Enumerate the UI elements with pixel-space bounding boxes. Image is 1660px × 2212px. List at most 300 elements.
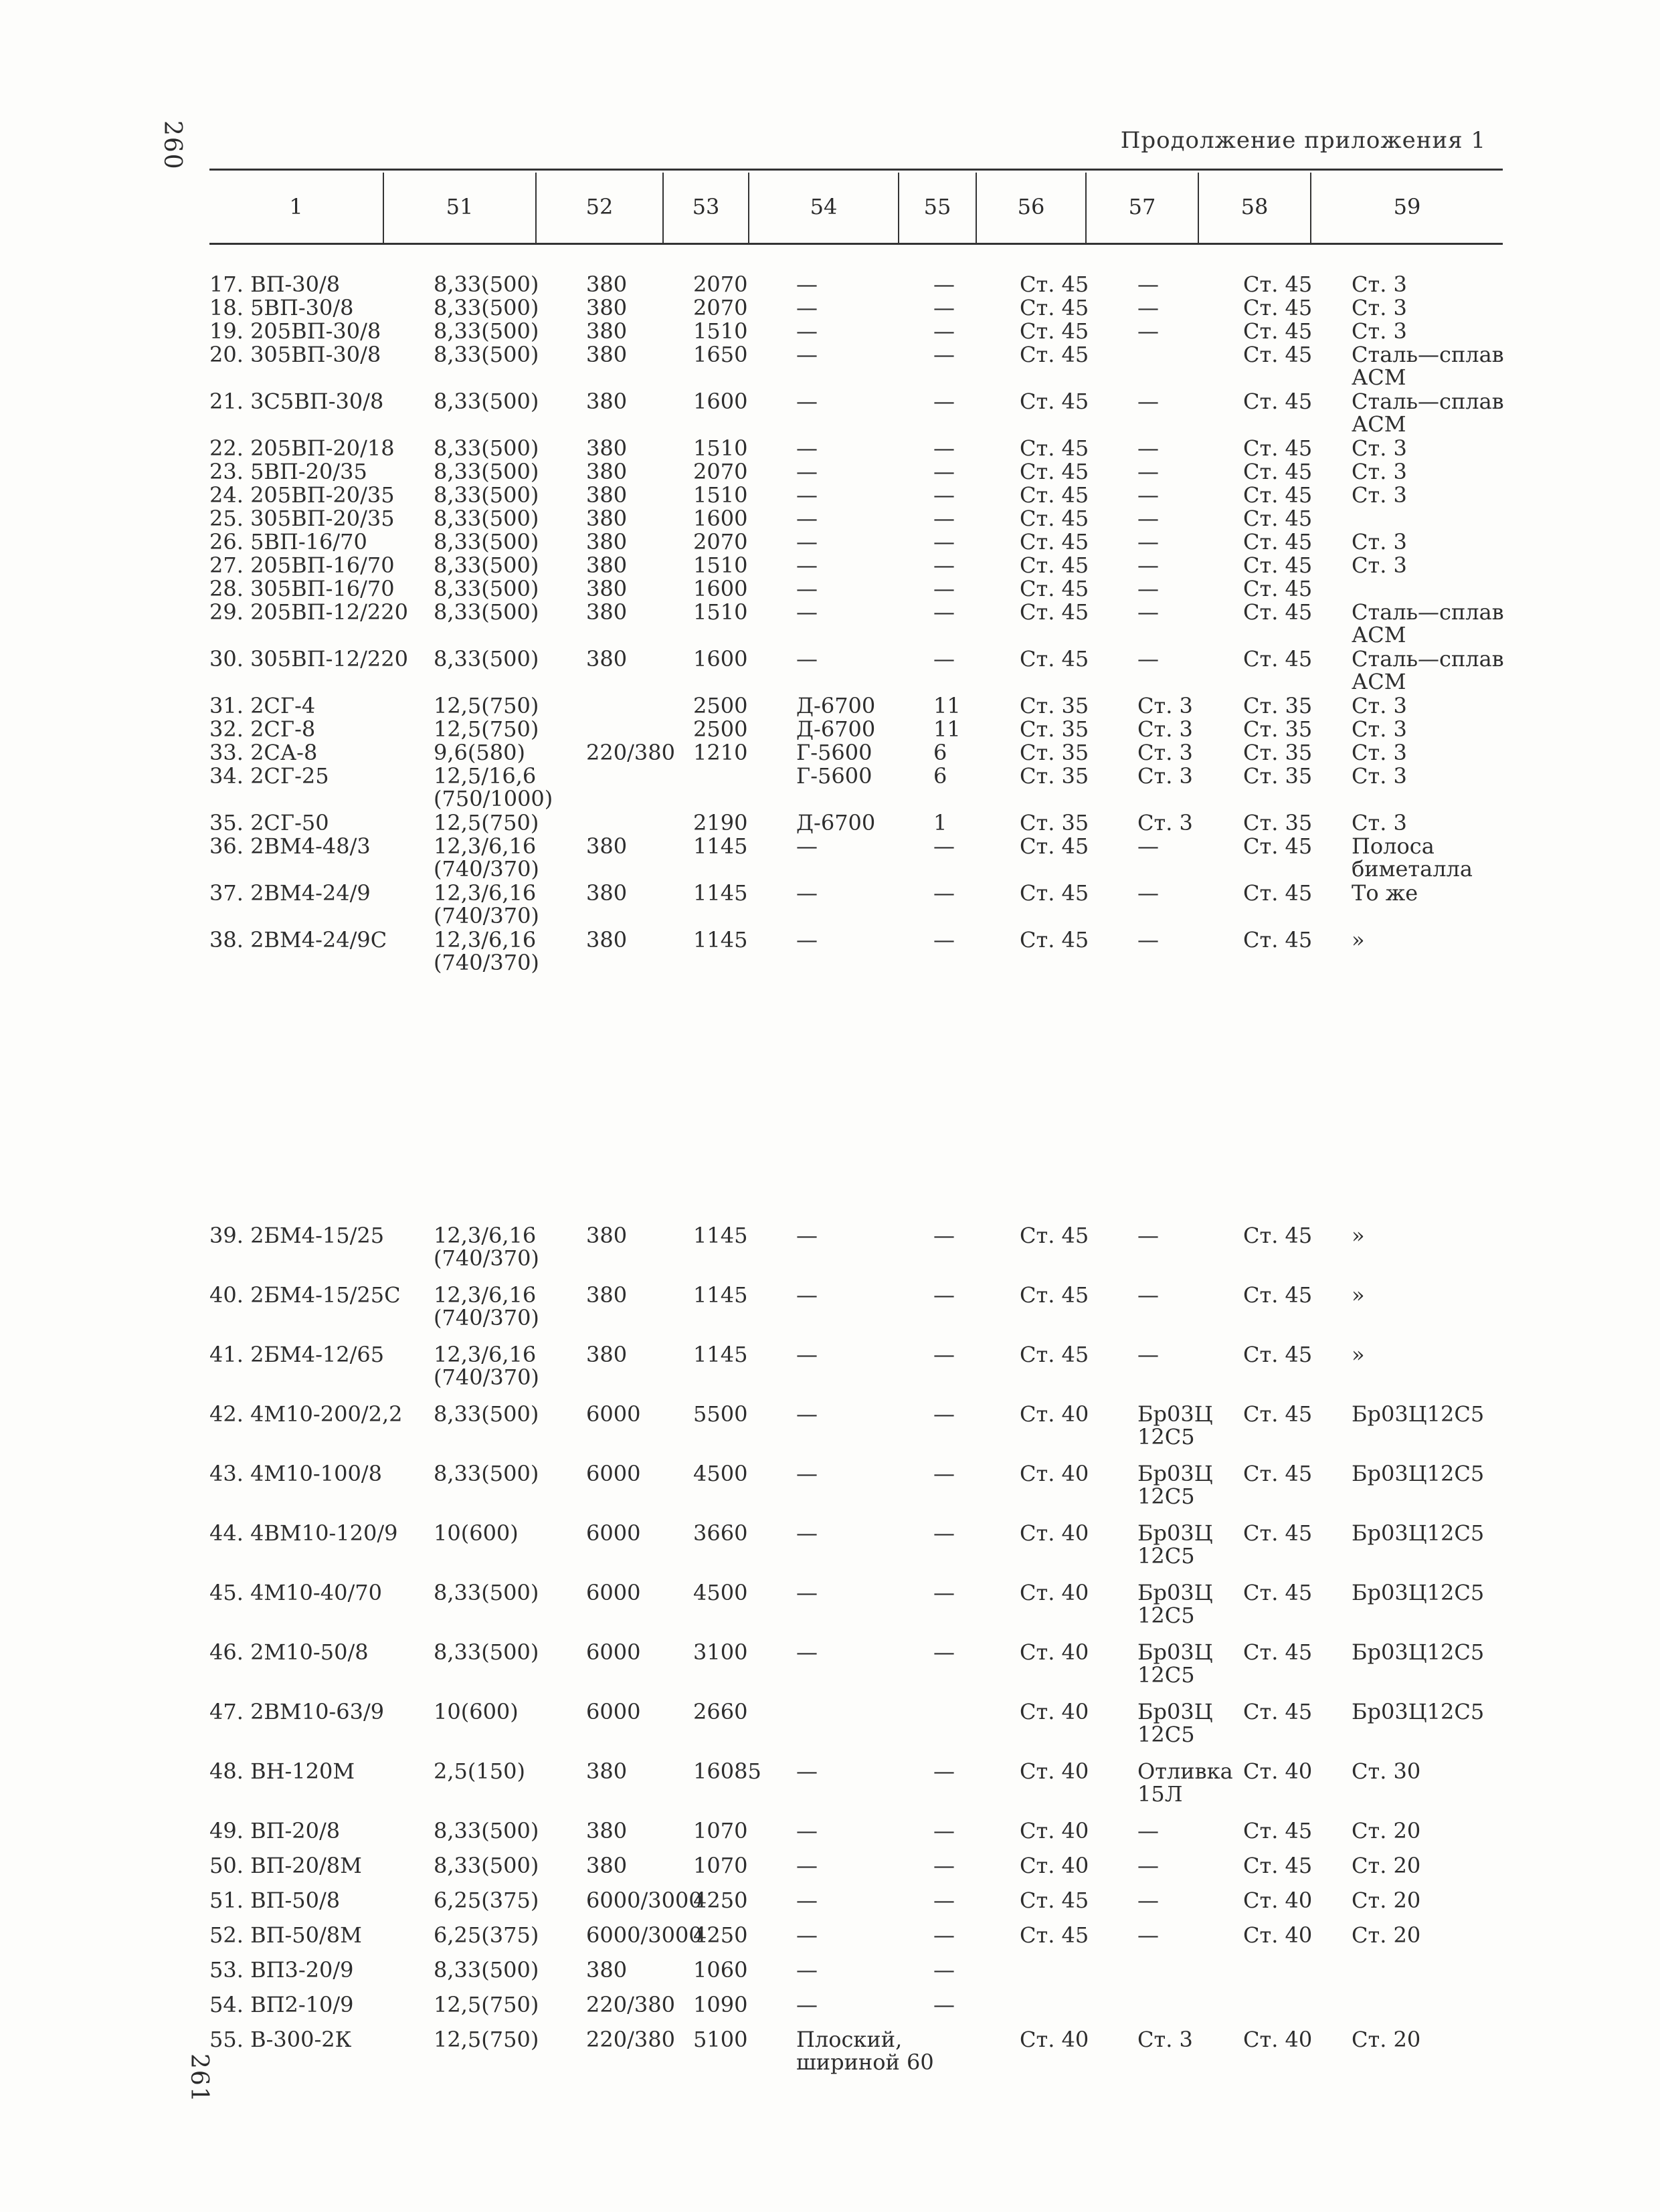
cell-col-53: 1070 (693, 1853, 748, 1878)
cell-col-55: 6 (933, 763, 947, 789)
cell-row-name: 32. 2СГ-8 (209, 716, 316, 742)
cell-col-55: — (933, 482, 955, 508)
cell-col-53: 3100 (693, 1639, 748, 1665)
cell-col-53: 1600 (693, 646, 748, 672)
cell-col-52: 6000 (586, 1639, 641, 1665)
cell-col-59: Ст. 20 (1352, 1853, 1421, 1878)
cell-row-name: 55. В-300-2К (209, 2027, 352, 2052)
cell-row-name: 20. 305ВП-30/8 (209, 342, 381, 367)
cell-col-57: — (1137, 1922, 1159, 1948)
cell-row-name: 17. ВП-30/8 (209, 272, 341, 297)
cell-row-name: 41. 2БМ4-12/65 (209, 1342, 385, 1367)
cell-col-55: — (933, 576, 955, 601)
cell-col-57: — (1137, 272, 1159, 297)
cell-col-55: — (933, 506, 955, 531)
cell-col-53: 3660 (693, 1520, 748, 1546)
cell-col-55: — (933, 1758, 955, 1784)
header-rule-bottom (209, 243, 1503, 245)
cell-col-51: 8,33(500) (434, 506, 539, 531)
cell-col-51: 12,5(750) (434, 2027, 539, 2052)
cell-col-58: Ст. 45 (1243, 1520, 1313, 1546)
cell-col-59: Сталь—сплав АСМ (1352, 389, 1504, 437)
cell-row-name: 37. 2ВМ4-24/9 (209, 880, 371, 906)
cell-col-51: 8,33(500) (434, 318, 539, 344)
cell-col-53: 1650 (693, 342, 748, 367)
cell-col-57: — (1137, 318, 1159, 344)
cell-col-57: Бр03Ц 12С5 (1137, 1401, 1213, 1449)
cell-col-53: 2070 (693, 272, 748, 297)
cell-col-54: Г-5600 (796, 763, 872, 789)
cell-col-56: Ст. 35 (1020, 810, 1089, 835)
cell-col-54: — (796, 1342, 818, 1367)
cell-col-56: Ст. 40 (1020, 1758, 1089, 1784)
cell-col-58: Ст. 45 (1243, 576, 1313, 601)
cell-col-57: Ст. 3 (1137, 763, 1193, 789)
cell-col-58: Ст. 45 (1243, 506, 1313, 531)
cell-col-58: Ст. 35 (1243, 810, 1313, 835)
cell-col-55: — (933, 927, 955, 952)
cell-col-54: — (796, 1818, 818, 1843)
cell-col-52: 220/380 (586, 740, 675, 765)
cell-col-52: 6000 (586, 1580, 641, 1605)
cell-col-56: Ст. 35 (1020, 693, 1089, 718)
cell-col-52: 380 (586, 646, 628, 672)
cell-col-53: 2070 (693, 529, 748, 555)
cell-col-58: Ст. 45 (1243, 1223, 1313, 1248)
cell-col-51: 8,33(500) (434, 1853, 539, 1878)
cell-col-56: Ст. 45 (1020, 482, 1089, 508)
cell-col-51: 12,5(750) (434, 716, 539, 742)
cell-col-55: 1 (933, 810, 947, 835)
col-header-53: 53 (692, 194, 720, 219)
cell-col-55: — (933, 1401, 955, 1427)
cell-col-58: Ст. 35 (1243, 763, 1313, 789)
cell-col-51: 8,33(500) (434, 1401, 539, 1427)
cell-col-51: 6,25(375) (434, 1922, 539, 1948)
cell-row-name: 24. 205ВП-20/35 (209, 482, 395, 508)
cell-row-name: 22. 205ВП-20/18 (209, 435, 395, 461)
cell-col-59: » (1352, 927, 1365, 952)
cell-col-56: Ст. 45 (1020, 576, 1089, 601)
cell-row-name: 38. 2ВМ4-24/9С (209, 927, 387, 952)
cell-col-59: Сталь—сплав АСМ (1352, 599, 1504, 647)
cell-col-54: — (796, 295, 818, 320)
cell-row-name: 48. ВН-120М (209, 1758, 355, 1784)
cell-col-58: Ст. 45 (1243, 272, 1313, 297)
cell-col-52: 380 (586, 1853, 628, 1878)
cell-col-57: Ст. 3 (1137, 693, 1193, 718)
cell-col-56: Ст. 45 (1020, 1223, 1089, 1248)
cell-row-name: 51. ВП-50/8 (209, 1888, 341, 1913)
cell-col-54: — (796, 1758, 818, 1784)
cell-col-52: 380 (586, 599, 628, 625)
cell-col-55: — (933, 318, 955, 344)
cell-col-52: 6000 (586, 1520, 641, 1546)
cell-col-56: Ст. 40 (1020, 1818, 1089, 1843)
cell-col-54: — (796, 506, 818, 531)
cell-col-55: 11 (933, 716, 961, 742)
cell-row-name: 47. 2ВМ10-63/9 (209, 1699, 385, 1724)
cell-col-56: Ст. 45 (1020, 646, 1089, 672)
cell-col-54: Д-6700 (796, 810, 876, 835)
cell-row-name: 23. 5ВП-20/35 (209, 459, 367, 484)
cell-col-52: 220/380 (586, 1992, 675, 2017)
cell-col-55: — (933, 435, 955, 461)
cell-col-51: 12,3/6,16 (740/370) (434, 1282, 539, 1330)
cell-col-54: — (796, 1922, 818, 1948)
cell-col-56: Ст. 40 (1020, 1853, 1089, 1878)
cell-col-54: — (796, 1888, 818, 1913)
cell-col-52: 380 (586, 295, 628, 320)
cell-col-54: — (796, 459, 818, 484)
cell-col-57: — (1137, 435, 1159, 461)
cell-col-53: 1145 (693, 927, 748, 952)
cell-col-53: 2660 (693, 1699, 748, 1724)
cell-col-54: — (796, 927, 818, 952)
page-heading: Продолжение приложения 1 (1120, 127, 1486, 154)
cell-col-58: Ст. 40 (1243, 1922, 1313, 1948)
cell-col-59: Ст. 3 (1352, 763, 1407, 789)
cell-col-56: Ст. 40 (1020, 1401, 1089, 1427)
col-header-54: 54 (810, 194, 838, 219)
cell-col-59: Ст. 3 (1352, 810, 1407, 835)
cell-col-54: — (796, 1520, 818, 1546)
cell-col-58: Ст. 45 (1243, 482, 1313, 508)
cell-col-58: Ст. 45 (1243, 646, 1313, 672)
cell-col-55: — (933, 599, 955, 625)
cell-col-51: 12,3/6,16 (740/370) (434, 1223, 539, 1271)
cell-row-name: 50. ВП-20/8М (209, 1853, 362, 1878)
cell-col-59: » (1352, 1282, 1365, 1308)
cell-row-name: 35. 2СГ-50 (209, 810, 329, 835)
col-header-59: 59 (1393, 194, 1421, 219)
cell-col-51: 8,33(500) (434, 529, 539, 555)
cell-col-53: 1510 (693, 435, 748, 461)
cell-col-54: — (796, 1401, 818, 1427)
cell-col-55: — (933, 1992, 955, 2017)
cell-col-59: Ст. 20 (1352, 2027, 1421, 2052)
cell-col-58: Ст. 40 (1243, 2027, 1313, 2052)
cell-col-56: Ст. 45 (1020, 599, 1089, 625)
cell-col-55: — (933, 459, 955, 484)
cell-col-54: — (796, 1223, 818, 1248)
cell-col-55: 11 (933, 693, 961, 718)
cell-col-58: Ст. 45 (1243, 1699, 1313, 1724)
cell-col-55: — (933, 646, 955, 672)
cell-col-58: Ст. 45 (1243, 1282, 1313, 1308)
cell-col-57: Ст. 3 (1137, 810, 1193, 835)
cell-col-54: — (796, 435, 818, 461)
cell-col-59: Ст. 3 (1352, 295, 1407, 320)
cell-col-53: 1145 (693, 833, 748, 859)
cell-col-51: 12,5(750) (434, 693, 539, 718)
cell-col-59: Ст. 30 (1352, 1758, 1421, 1784)
cell-col-59: » (1352, 1342, 1365, 1367)
cell-row-name: 52. ВП-50/8М (209, 1922, 362, 1948)
cell-col-53: 1145 (693, 1223, 748, 1248)
cell-col-53: 5100 (693, 2027, 748, 2052)
cell-row-name: 30. 305ВП-12/220 (209, 646, 408, 672)
cell-col-53: 1090 (693, 1992, 748, 2017)
cell-col-53: 1600 (693, 506, 748, 531)
cell-col-51: 8,33(500) (434, 435, 539, 461)
cell-col-52: 380 (586, 1957, 628, 1983)
cell-col-54: — (796, 833, 818, 859)
col-header-1: 1 (289, 194, 303, 219)
cell-row-name: 42. 4М10-200/2,2 (209, 1401, 403, 1427)
cell-col-52: 380 (586, 1282, 628, 1308)
cell-col-54: Плоский, шириной 60 (796, 2027, 934, 2075)
cell-col-55: — (933, 1853, 955, 1878)
cell-col-55: — (933, 1520, 955, 1546)
cell-col-51: 8,33(500) (434, 1957, 539, 1983)
cell-col-51: 8,33(500) (434, 552, 539, 578)
cell-row-name: 40. 2БМ4-15/25С (209, 1282, 401, 1308)
cell-col-59: Ст. 3 (1352, 529, 1407, 555)
cell-col-53: 4250 (693, 1888, 748, 1913)
cell-col-56: Ст. 45 (1020, 1888, 1089, 1913)
cell-col-55: — (933, 1957, 955, 1983)
cell-col-55: — (933, 1639, 955, 1665)
cell-col-51: 8,33(500) (434, 1580, 539, 1605)
cell-row-name: 39. 2БМ4-15/25 (209, 1223, 385, 1248)
cell-col-57: — (1137, 459, 1159, 484)
cell-col-58: Ст. 45 (1243, 552, 1313, 578)
cell-col-53: 1060 (693, 1957, 748, 1983)
cell-row-name: 49. ВП-20/8 (209, 1818, 341, 1843)
cell-col-57: Бр03Ц 12С5 (1137, 1580, 1213, 1628)
cell-col-57: Бр03Ц 12С5 (1137, 1461, 1213, 1509)
cell-col-54: — (796, 342, 818, 367)
cell-col-57: — (1137, 1818, 1159, 1843)
cell-col-54: — (796, 1639, 818, 1665)
cell-col-52: 380 (586, 1342, 628, 1367)
cell-col-51: 8,33(500) (434, 1461, 539, 1486)
cell-col-57: — (1137, 506, 1159, 531)
cell-col-52: 380 (586, 927, 628, 952)
cell-col-52: 380 (586, 435, 628, 461)
cell-col-54: Д-6700 (796, 716, 876, 742)
cell-col-58: Ст. 45 (1243, 1853, 1313, 1878)
cell-col-56: Ст. 45 (1020, 295, 1089, 320)
cell-row-name: 31. 2СГ-4 (209, 693, 316, 718)
cell-col-57: — (1137, 1282, 1159, 1308)
cell-col-59: Бр03Ц12С5 (1352, 1639, 1485, 1665)
cell-col-56: Ст. 40 (1020, 1461, 1089, 1486)
cell-col-52: 380 (586, 552, 628, 578)
cell-row-name: 29. 205ВП-12/220 (209, 599, 408, 625)
cell-col-58: Ст. 45 (1243, 1580, 1313, 1605)
cell-col-53: 2190 (693, 810, 748, 835)
cell-col-55: 6 (933, 740, 947, 765)
cell-col-54: — (796, 552, 818, 578)
cell-col-51: 12,3/6,16 (740/370) (434, 833, 539, 882)
cell-col-58: Ст. 40 (1243, 1758, 1313, 1784)
cell-col-52: 380 (586, 1223, 628, 1248)
cell-col-52: 380 (586, 833, 628, 859)
cell-col-53: 1145 (693, 1342, 748, 1367)
cell-col-58: Ст. 45 (1243, 833, 1313, 859)
cell-col-52: 380 (586, 506, 628, 531)
cell-col-54: — (796, 1580, 818, 1605)
cell-col-58: Ст. 45 (1243, 599, 1313, 625)
cell-col-56: Ст. 45 (1020, 272, 1089, 297)
cell-col-53: 1510 (693, 482, 748, 508)
cell-col-54: — (796, 1282, 818, 1308)
cell-row-name: 44. 4ВМ10-120/9 (209, 1520, 398, 1546)
col-header-51: 51 (446, 194, 474, 219)
col-header-57: 57 (1128, 194, 1156, 219)
cell-col-58: Ст. 45 (1243, 529, 1313, 555)
col-header-58: 58 (1240, 194, 1269, 219)
cell-col-57: — (1137, 880, 1159, 906)
cell-col-58: Ст. 35 (1243, 740, 1313, 765)
cell-col-54: — (796, 482, 818, 508)
cell-col-53: 4500 (693, 1580, 748, 1605)
cell-col-55: — (933, 272, 955, 297)
cell-col-58: Ст. 45 (1243, 927, 1313, 952)
cell-col-53: 1210 (693, 740, 748, 765)
cell-col-51: 10(600) (434, 1699, 519, 1724)
cell-col-56: Ст. 45 (1020, 342, 1089, 367)
cell-col-55: — (933, 880, 955, 906)
cell-col-58: Ст. 45 (1243, 295, 1313, 320)
cell-row-name: 46. 2М10-50/8 (209, 1639, 369, 1665)
cell-col-55: — (933, 529, 955, 555)
cell-col-51: 8,33(500) (434, 295, 539, 320)
cell-col-53: 1145 (693, 880, 748, 906)
cell-col-54: — (796, 389, 818, 414)
cell-col-53: 2500 (693, 693, 748, 718)
cell-col-56: Ст. 45 (1020, 927, 1089, 952)
cell-col-58: Ст. 40 (1243, 1888, 1313, 1913)
cell-col-53: 2070 (693, 295, 748, 320)
cell-col-56: Ст. 45 (1020, 435, 1089, 461)
cell-col-55: — (933, 342, 955, 367)
cell-col-57: — (1137, 529, 1159, 555)
cell-col-55: — (933, 1282, 955, 1308)
cell-col-55: — (933, 389, 955, 414)
cell-col-52: 220/380 (586, 2027, 675, 2052)
cell-col-51: 8,33(500) (434, 482, 539, 508)
cell-col-55: — (933, 552, 955, 578)
cell-col-58: Ст. 45 (1243, 1401, 1313, 1427)
cell-col-53: 1510 (693, 599, 748, 625)
cell-col-53: 16085 (693, 1758, 761, 1784)
cell-col-57: Ст. 3 (1137, 2027, 1193, 2052)
cell-col-52: 6000 (586, 1461, 641, 1486)
cell-col-55: — (933, 1818, 955, 1843)
cell-col-52: 380 (586, 342, 628, 367)
col-header-56: 56 (1017, 194, 1045, 219)
cell-col-55: — (933, 1580, 955, 1605)
cell-col-56: Ст. 40 (1020, 1520, 1089, 1546)
cell-col-54: — (796, 1992, 818, 2017)
cell-col-59: Ст. 20 (1352, 1922, 1421, 1948)
cell-col-59: Бр03Ц12С5 (1352, 1401, 1485, 1427)
cell-col-58: Ст. 45 (1243, 1818, 1313, 1843)
cell-col-59: » (1352, 1223, 1365, 1248)
cell-col-52: 6000/3000 (586, 1922, 703, 1948)
cell-col-59: Бр03Ц12С5 (1352, 1580, 1485, 1605)
cell-col-57: — (1137, 646, 1159, 672)
cell-col-59: Полоса биметалла (1352, 833, 1473, 882)
cell-col-55: — (933, 1922, 955, 1948)
cell-col-56: Ст. 40 (1020, 1699, 1089, 1724)
cell-col-54: — (796, 599, 818, 625)
cell-col-56: Ст. 45 (1020, 880, 1089, 906)
cell-col-54: — (796, 318, 818, 344)
cell-row-name: 53. ВП3-20/9 (209, 1957, 354, 1983)
cell-col-57: Бр03Ц 12С5 (1137, 1639, 1213, 1688)
cell-col-51: 8,33(500) (434, 342, 539, 367)
cell-col-57: — (1137, 1853, 1159, 1878)
cell-col-51: 12,3/6,16 (740/370) (434, 927, 539, 975)
cell-col-57: — (1137, 1223, 1159, 1248)
cell-col-53: 1145 (693, 1282, 748, 1308)
cell-col-58: Ст. 45 (1243, 342, 1313, 367)
cell-col-59: Ст. 3 (1352, 716, 1407, 742)
cell-col-51: 6,25(375) (434, 1888, 539, 1913)
cell-col-53: 4250 (693, 1922, 748, 1948)
header-rule-top (209, 169, 1503, 171)
cell-col-51: 12,5(750) (434, 810, 539, 835)
cell-col-54: Г-5600 (796, 740, 872, 765)
cell-col-51: 8,33(500) (434, 272, 539, 297)
cell-col-59: Ст. 3 (1352, 435, 1407, 461)
cell-row-name: 33. 2СА-8 (209, 740, 318, 765)
cell-col-51: 8,33(500) (434, 599, 539, 625)
cell-col-52: 380 (586, 482, 628, 508)
cell-row-name: 27. 205ВП-16/70 (209, 552, 395, 578)
cell-col-51: 10(600) (434, 1520, 519, 1546)
cell-row-name: 54. ВП2-10/9 (209, 1992, 354, 2017)
cell-col-52: 6000/3000 (586, 1888, 703, 1913)
cell-col-54: — (796, 1461, 818, 1486)
cell-col-52: 380 (586, 389, 628, 414)
cell-col-55: — (933, 833, 955, 859)
cell-col-54: — (796, 646, 818, 672)
cell-col-51: 9,6(580) (434, 740, 525, 765)
cell-col-55: — (933, 1223, 955, 1248)
cell-col-56: Ст. 40 (1020, 1639, 1089, 1665)
cell-col-55: — (933, 1888, 955, 1913)
cell-col-53: 1070 (693, 1818, 748, 1843)
cell-col-56: Ст. 45 (1020, 833, 1089, 859)
cell-col-51: 12,3/6,16 (740/370) (434, 880, 539, 928)
cell-col-56: Ст. 35 (1020, 716, 1089, 742)
cell-col-53: 1600 (693, 576, 748, 601)
cell-col-52: 380 (586, 529, 628, 555)
cell-col-52: 6000 (586, 1699, 641, 1724)
cell-col-56: Ст. 35 (1020, 740, 1089, 765)
cell-col-52: 380 (586, 1818, 628, 1843)
cell-row-name: 43. 4М10-100/8 (209, 1461, 382, 1486)
cell-row-name: 19. 205ВП-30/8 (209, 318, 381, 344)
cell-col-52: 380 (586, 576, 628, 601)
cell-col-59: Бр03Ц12С5 (1352, 1699, 1485, 1724)
cell-col-56: Ст. 45 (1020, 1922, 1089, 1948)
cell-col-59: Ст. 3 (1352, 318, 1407, 344)
cell-col-53: 1510 (693, 318, 748, 344)
cell-col-58: Ст. 45 (1243, 318, 1313, 344)
cell-col-53: 1600 (693, 389, 748, 414)
cell-col-56: Ст. 45 (1020, 529, 1089, 555)
cell-row-name: 25. 305ВП-20/35 (209, 506, 395, 531)
cell-col-57: Ст. 3 (1137, 716, 1193, 742)
cell-col-51: 8,33(500) (434, 646, 539, 672)
cell-col-58: Ст. 45 (1243, 435, 1313, 461)
